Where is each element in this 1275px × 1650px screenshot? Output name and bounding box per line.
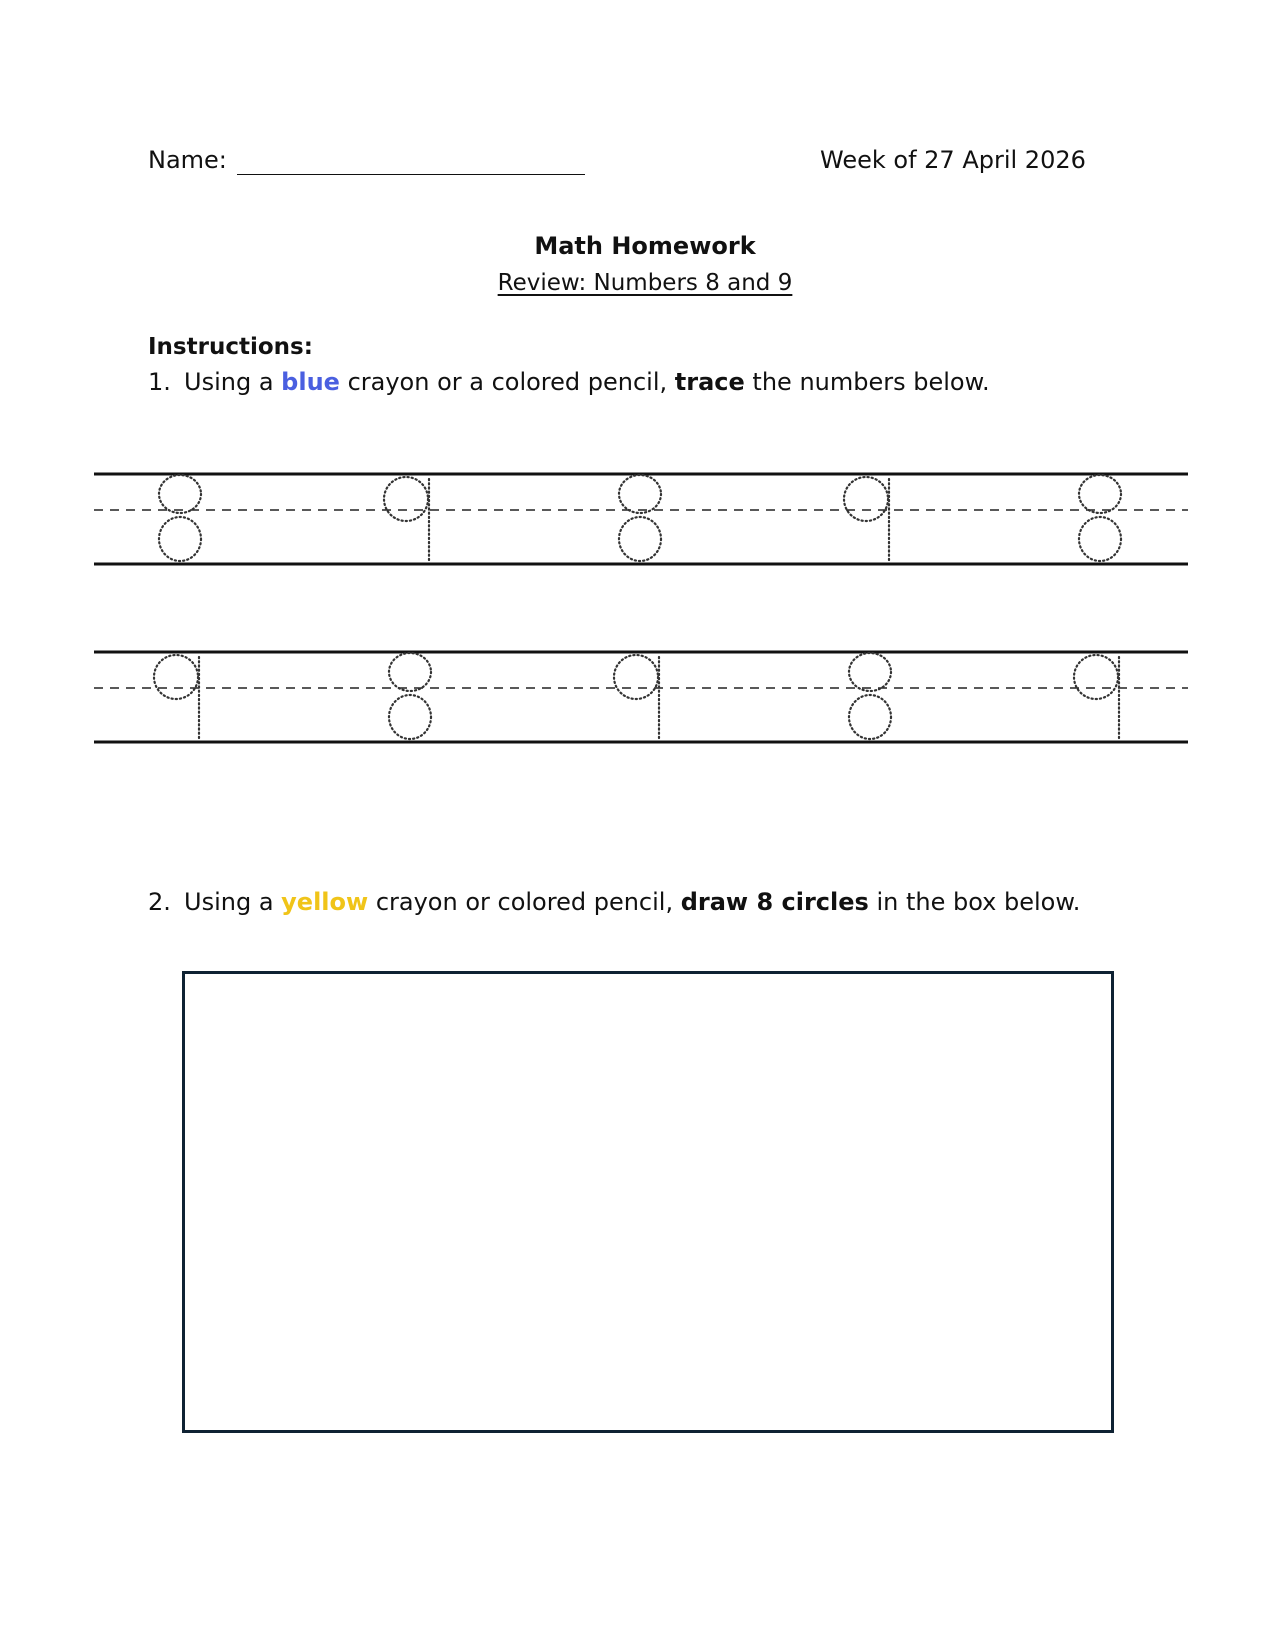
step-text: crayon or a colored pencil,	[339, 368, 675, 396]
step-number: 2.	[148, 888, 171, 916]
step-text: crayon or colored pencil,	[368, 888, 681, 916]
color-word-yellow: yellow	[281, 888, 369, 916]
subtitle-text: Review: Numbers 8 and 9	[497, 270, 793, 296]
action-word: draw 8 circles	[680, 888, 869, 916]
step-text: Using a	[184, 888, 282, 916]
trace-digit-9[interactable]	[614, 655, 659, 740]
tracing-area[interactable]	[0, 0, 1275, 800]
trace-digit-8[interactable]	[849, 653, 891, 739]
instruction-step-2	[148, 888, 1080, 916]
trace-digit-9[interactable]	[1074, 655, 1119, 740]
action-word: trace	[674, 368, 745, 396]
page-title: Math Homework	[534, 232, 756, 260]
step-text: Using a	[184, 368, 282, 396]
color-word-blue: blue	[281, 368, 340, 396]
name-label: Name:	[148, 146, 227, 174]
step-text: the numbers below.	[744, 368, 990, 396]
trace-digit-8[interactable]	[1079, 475, 1121, 561]
step-number: 1.	[148, 368, 171, 396]
week-date: Week of 27 April 2026	[820, 146, 1086, 174]
step-text: in the box below.	[868, 888, 1081, 916]
trace-digit-8[interactable]	[159, 475, 201, 561]
drawing-box[interactable]	[182, 971, 1114, 1433]
trace-digit-9[interactable]	[384, 477, 429, 562]
trace-digit-9[interactable]	[154, 655, 199, 740]
instructions-heading: Instructions:	[148, 334, 313, 360]
trace-digit-9[interactable]	[844, 477, 889, 562]
trace-digit-8[interactable]	[619, 475, 661, 561]
trace-digit-8[interactable]	[389, 653, 431, 739]
